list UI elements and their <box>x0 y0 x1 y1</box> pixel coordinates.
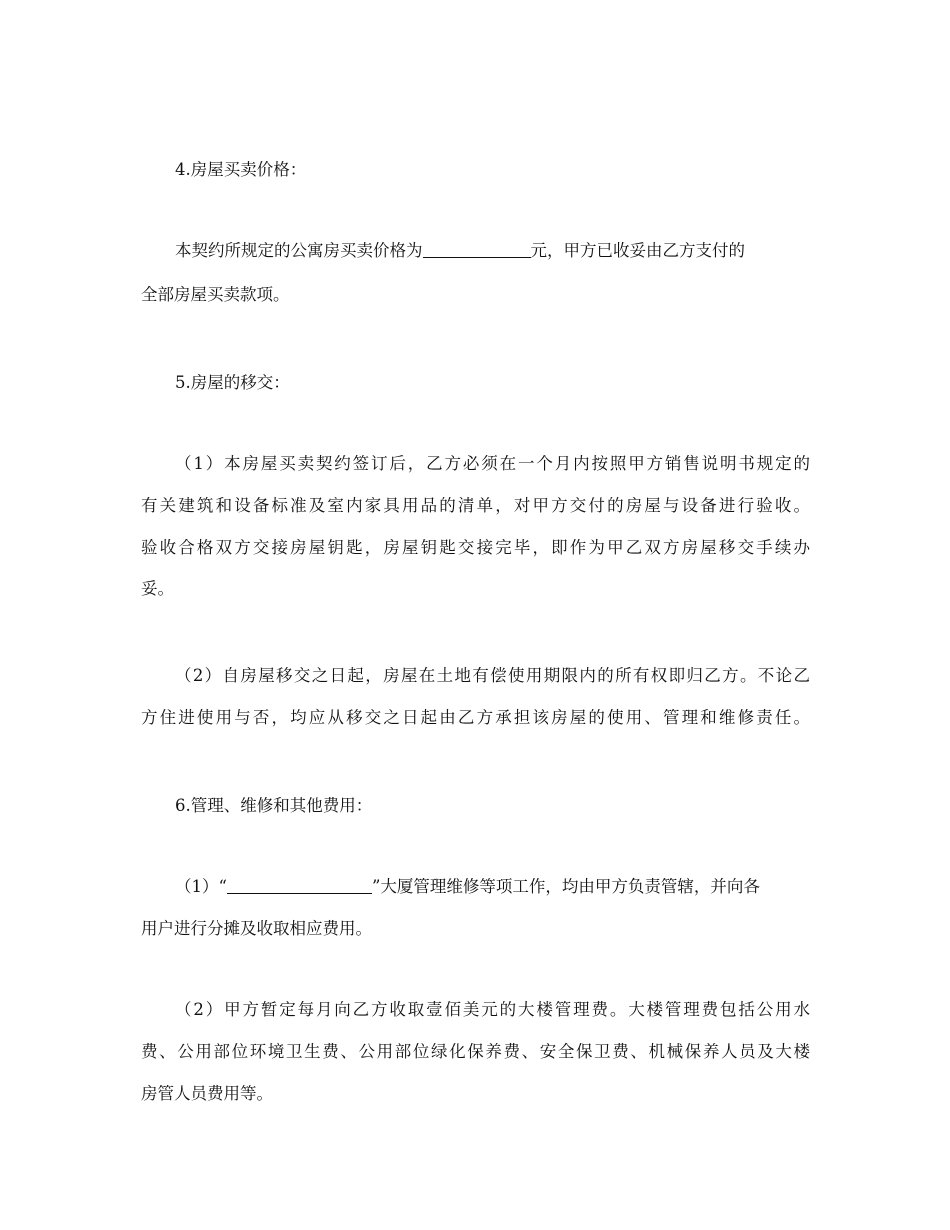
text: 元，甲方已收妥由乙方支付的 <box>530 241 745 260</box>
paragraph-line: 房管人员费用等。 <box>141 1084 273 1103</box>
paragraph-line: 有关建筑和设备标准及室内家具用品的清单，对甲方交付的房屋与设备进行验收。 <box>141 496 810 515</box>
section-heading: 5.房屋的移交： <box>175 373 290 392</box>
paragraph-line: 方住进使用与否，均应从移交之日起由乙方承担该房屋的使用、管理和维修责任。 <box>141 708 810 727</box>
price-blank <box>423 241 531 258</box>
paragraph-line: （2）甲方暂定每月向乙方收取壹佰美元的大楼管理费。大楼管理费包括公用水 <box>175 1000 810 1019</box>
paragraph-line: 费、公用部位环境卫生费、公用部位绿化保养费、安全保卫费、机械保养人员及大楼 <box>141 1042 810 1061</box>
building-name-blank <box>227 877 372 894</box>
paragraph-line: 全部房屋买卖款项。 <box>141 285 290 304</box>
paragraph-line: 验收合格双方交接房屋钥匙，房屋钥匙交接完毕，即作为甲乙双方房屋移交手续办 <box>141 538 810 557</box>
text: ”大厦管理维修等项工作，均由甲方负责管辖，并向各 <box>371 877 760 896</box>
text: 本契约所规定的公寓房买卖价格为 <box>175 241 423 260</box>
paragraph-line <box>175 240 745 262</box>
text: （1）“ <box>175 877 227 896</box>
paragraph-line: 妥。 <box>141 579 174 598</box>
section-heading: 6.管理、维修和其他费用： <box>175 796 373 815</box>
paragraph-line: （1）本房屋买卖契约签订后，乙方必须在一个月内按照甲方销售说明书规定的 <box>175 454 810 473</box>
section-heading: 4.房屋买卖价格： <box>175 160 307 179</box>
paragraph-line <box>175 876 760 898</box>
paragraph-line: （2）自房屋移交之日起，房屋在土地有偿使用期限内的所有权即归乙方。不论乙 <box>175 666 810 685</box>
paragraph-line: 用户进行分摊及收取相应费用。 <box>141 919 372 938</box>
